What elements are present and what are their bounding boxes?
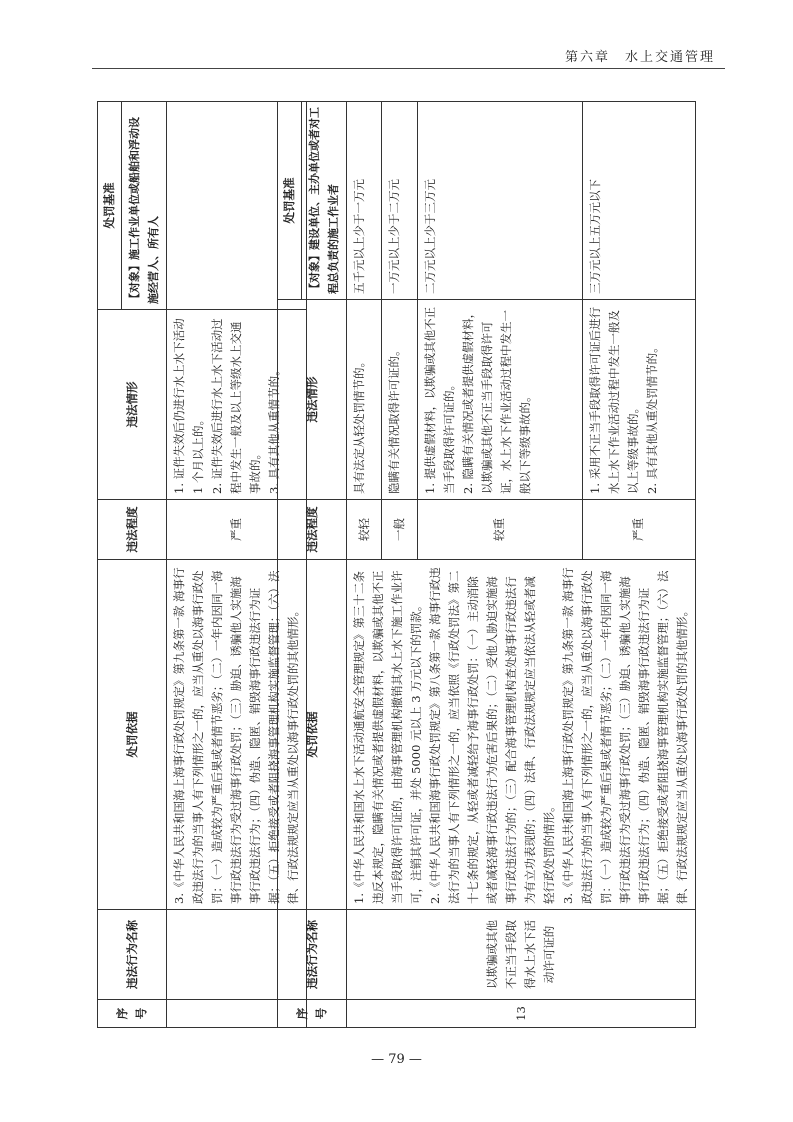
header-degree: 违法程度 xyxy=(278,500,347,560)
basis-item: 2.《中华人民共和国海事行政处罚规定》第八条第一款 海事行政违法行为的当事人有下列情形之一的，应当依照《行政处罚法》第二十七条的规定，从轻或者减轻给予海事行政处罚：（一）主动消除或者减轻海事行政违法行为危害后果的；（二）受他人胁迫实施海事行政违法行为的；（三）配合海事管理机构查处海事行政违法行为有立功表现的；（四）法律、行政法规规定应当依法从轻或者减轻行政处罚的情形。 xyxy=(428,567,556,904)
degree-cell: 严重 xyxy=(582,500,695,560)
header-degree: 违法程度 xyxy=(98,500,167,560)
penalty-table-top xyxy=(97,101,307,1028)
situation-cell: 隐瞒有关情况取得许可证的。 xyxy=(382,300,417,500)
degree-cell: 一般 xyxy=(382,500,417,560)
basis-item: 1.《中华人民共和国水上水下活动通航安全管理规定》第三十二条 违反本规定，隐瞒有关情况或者提供虚假材料，以欺骗或其他不正当手段取得许可证的，由海事管理机构撤销其水上水下施工作业许可，注销其许可证，并处 5000 元以上 3 万元以下的罚款。 xyxy=(352,570,423,904)
situation-cell: 具有法定从轻处罚情节的。 xyxy=(347,300,382,500)
header-name: 违法行为名称 xyxy=(98,910,167,1000)
rotated-page-content xyxy=(97,102,709,1028)
header-seq: 序号 xyxy=(278,1000,347,1028)
header-situation: 违法情形 xyxy=(278,300,347,500)
situation-cell: 1. 提供虚假材料，以欺骗或其他不正当手段取得许可证的。 2. 隐瞒有关情况或者提供虚假材料，以欺骗或其他不正当手段取得许可证，水上水下作业活动过程中发生一般以下等级事故的。 xyxy=(417,300,582,500)
header-basis: 处罚依据 xyxy=(278,560,347,910)
penalty-table-bottom xyxy=(277,101,696,1028)
header-seq: 序号 xyxy=(98,1000,167,1028)
header-rule xyxy=(92,68,725,69)
header-basis: 处罚依据 xyxy=(98,560,167,910)
page-number: — 79 — xyxy=(371,1052,422,1067)
situation-item: 1. 证件失效后仍进行水上水下活动 1 个月以上的。 xyxy=(172,318,205,494)
standard-cell: 五千元以上少于一万元 xyxy=(347,102,382,300)
basis-cell: 3.《中华人民共和国海上海事行政处罚规定》第九条第一款 海事行政违法行为的当事人有下列情形之一的，应当从重处以海事行政处罚：（一）造成较为严重后果或者情节恶劣；（二）一年内因同一海事行政违法行为受过海事行政处罚；（三）胁迫、诱骗他人实施海事行政违法行为；（四）伪造、隐匿、销毁海事行政违法行为证据；（五）拒绝接受或者阻挠海事管理机构实施监督管理；（六）法律、行政法规规定应当从重处以海事行政处罚的其他情形。 xyxy=(167,560,307,910)
basis-item: 3.《中华人民共和国海上海事行政处罚规定》第九条第一款 海事行政违法行为的当事人有下列情形之一的，应当从重处以海事行政处罚：（一）造成较为严重后果或者情节恶劣；（二）一年内因同一海事行政违法行为受过海事行政处罚；（三）胁迫、诱骗他人实施海事行政违法行为；（四）伪造、隐匿、销毁海事行政违法行为证据；（五）拒绝接受或者阻挠海事管理机构实施监督管理；（六）法律、行政法规规定应当从重处以海事行政处罚的其他情形。 xyxy=(561,567,689,904)
degree-cell: 较轻 xyxy=(347,500,382,560)
situation-item: 2. 证件失效后进行水上水下活动过程中发生一般及以上等级水上交通事故的。 xyxy=(210,318,262,494)
name-cell: 以欺骗或其他不正当手段取得水上水下活动许可证的 xyxy=(347,910,696,1000)
seq-cell: 13 xyxy=(347,1000,696,1028)
header-standard: 处罚基准 xyxy=(98,102,122,310)
object-label: 【对象】施工作业单位或船舶和浮动设施经营人、所有人 xyxy=(122,102,167,310)
header-name: 违法行为名称 xyxy=(278,910,347,1000)
basis-cell xyxy=(347,560,696,910)
degree-cell: 较重 xyxy=(417,500,582,560)
standard-cell: 一万元以上少于二万元 xyxy=(382,102,417,300)
header-situation: 违法情形 xyxy=(98,310,167,500)
object-label: 【对象】建设单位、主办单位或者对工程总负责的施工作业者 xyxy=(302,102,347,300)
situation-item: 3. 具有其他从重情节的。 xyxy=(267,364,281,494)
header-standard: 处罚基准 xyxy=(278,102,302,300)
chapter-title: 第六章 水上交通管理 xyxy=(564,50,715,65)
situation-cell: 1. 采用不正当手段取得许可证后进行水上水下作业活动过程中发生一般及以上等级事故的。 2. 具有其他从重处罚情节的。 xyxy=(582,300,695,500)
standard-cell: 三万元以上五万元以下 xyxy=(582,102,695,300)
degree-cell: 严重 xyxy=(167,500,307,560)
standard-cell: 二万元以上少于三万元 xyxy=(417,102,582,300)
